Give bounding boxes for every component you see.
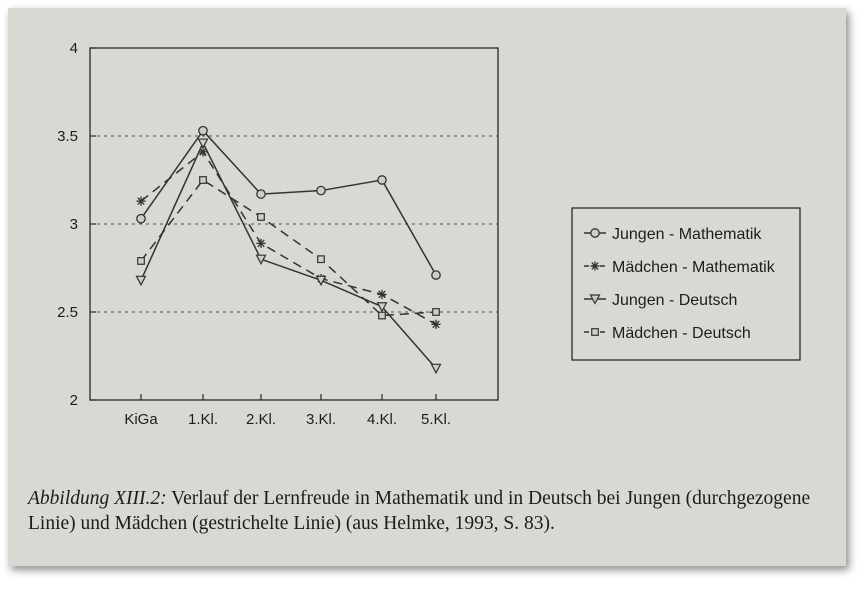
series-line — [141, 152, 436, 324]
data-point — [377, 290, 386, 299]
y-tick-label: 4 — [69, 40, 78, 57]
legend-label: Jungen - Mathematik — [612, 226, 762, 243]
y-tick-label: 2.5 — [57, 304, 78, 321]
data-point — [257, 255, 266, 264]
data-point — [199, 139, 208, 148]
data-point — [431, 320, 440, 329]
x-tick-label: 4.Kl. — [366, 411, 398, 428]
data-point — [136, 197, 145, 206]
x-tick-label: 5.Kl. — [420, 411, 452, 428]
x-tick-label: KiGa — [124, 411, 158, 428]
data-point — [257, 190, 265, 198]
y-tick-label: 2 — [69, 392, 78, 409]
legend-label: Jungen - Deutsch — [612, 292, 738, 309]
data-point — [137, 276, 146, 285]
legend-marker — [591, 229, 599, 237]
series-line — [141, 180, 436, 316]
legend — [572, 208, 800, 360]
data-point — [318, 256, 325, 263]
data-point — [200, 177, 207, 184]
y-tick-label: 3.5 — [57, 128, 78, 145]
caption-text: Verlauf der Lernfreude in Mathematik und in Deutsch bei Jungen (durchgezogene Linie) und Mädchen (gestrichelte Linie) (aus Helmke, 1993, S. 83). — [28, 488, 811, 534]
data-point — [137, 215, 145, 223]
figure-caption — [28, 486, 828, 536]
data-point — [433, 309, 440, 316]
data-point — [378, 176, 386, 184]
x-tick-label: 2.Kl. — [245, 411, 277, 428]
data-point — [199, 127, 207, 135]
series-line — [141, 143, 436, 368]
book-page — [8, 8, 846, 566]
legend-label: Mädchen - Deutsch — [612, 325, 751, 342]
data-point — [317, 186, 325, 194]
data-point — [256, 239, 265, 248]
data-point — [138, 258, 145, 265]
legend-label: Mädchen - Mathematik — [612, 259, 775, 276]
data-point — [317, 276, 326, 285]
x-tick-label: 1.Kl. — [187, 411, 219, 428]
y-tick-label: 3 — [69, 216, 78, 233]
caption-lead: Abbildung XIII.2: — [28, 488, 167, 509]
legend-marker — [590, 261, 599, 270]
data-point — [432, 364, 441, 373]
legend-marker — [592, 329, 599, 336]
series-line — [141, 131, 436, 275]
x-tick-label: 3.Kl. — [305, 411, 337, 428]
data-point — [432, 271, 440, 279]
data-point — [379, 312, 386, 319]
data-point — [258, 214, 265, 221]
line-chart — [8, 8, 846, 478]
